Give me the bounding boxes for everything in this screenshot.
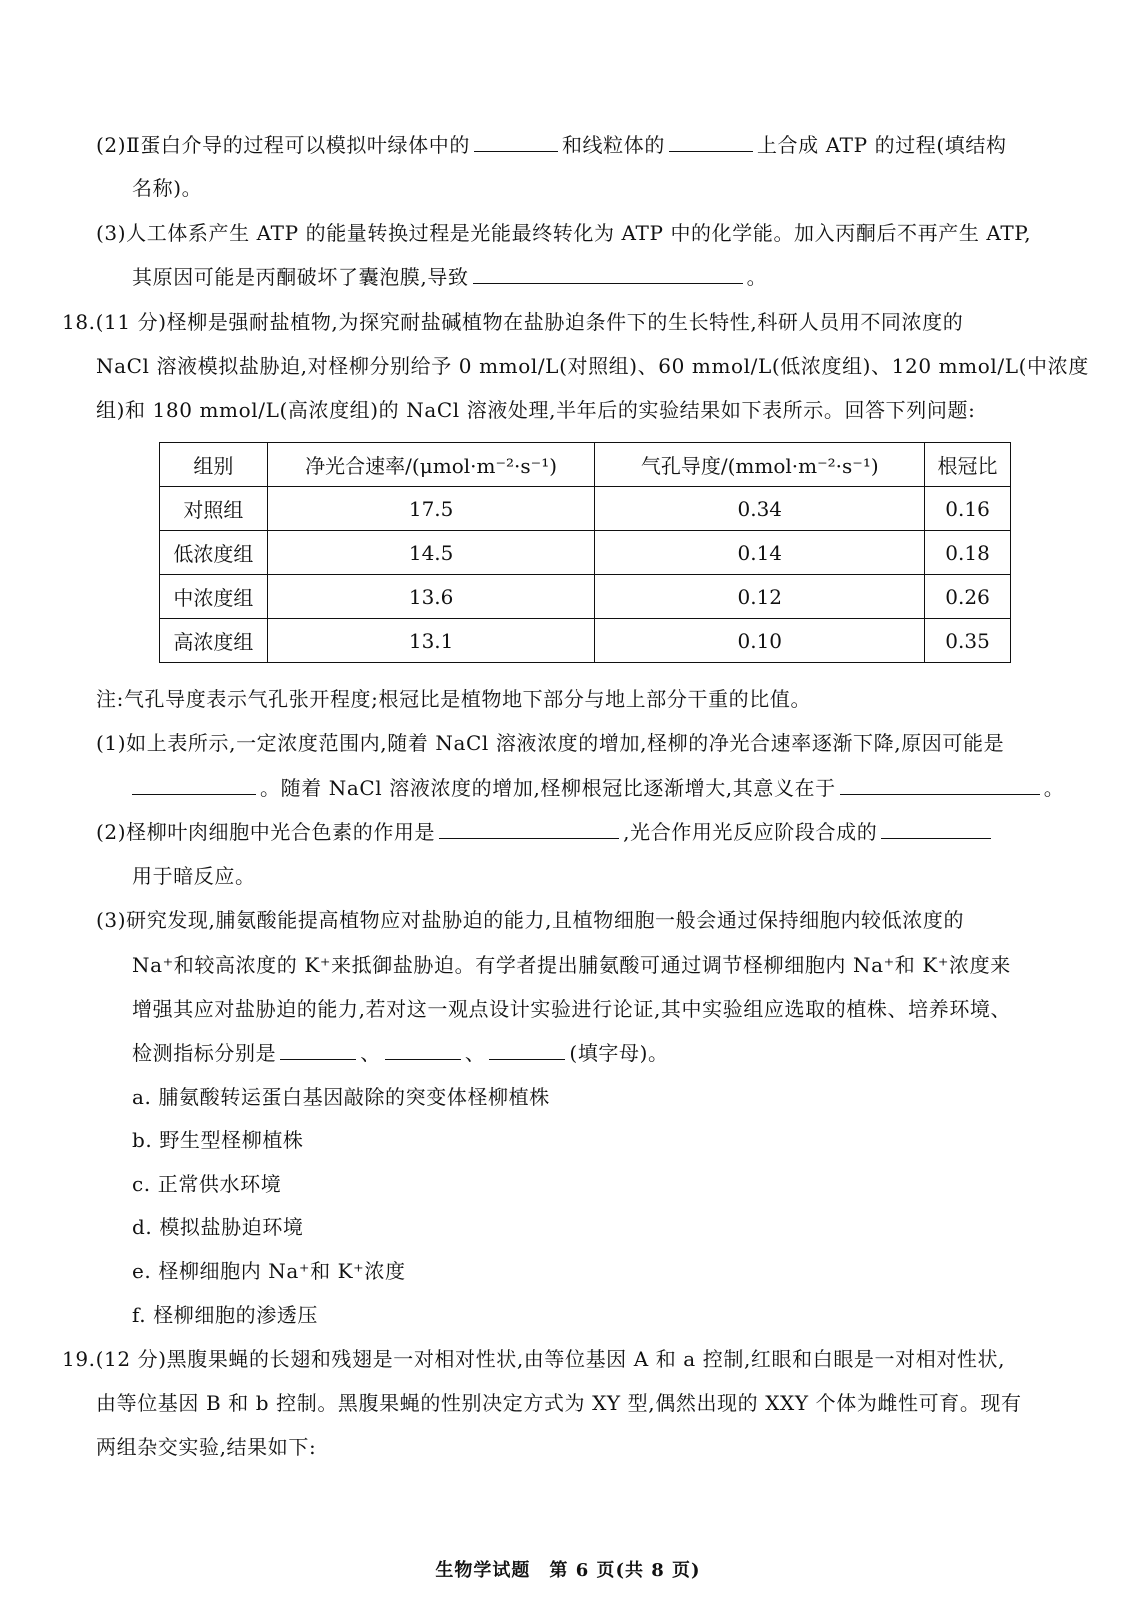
q17-sub2-line2: 名称)。 — [132, 176, 203, 200]
q19-line3: 两组杂交实验,结果如下: — [96, 1435, 317, 1459]
table-header-cell: 净光合速率/(μmol·m⁻²·s⁻¹) — [267, 443, 595, 487]
q17-sub2-text-a: (2)Ⅱ蛋白介导的过程可以模拟叶绿体中的 — [96, 133, 470, 157]
table-cell: 高浓度组 — [160, 619, 268, 663]
answer-blank[interactable] — [669, 133, 753, 152]
table-header-cell: 组别 — [160, 443, 268, 487]
q17-sub3-line1: (3)人工体系产生 ATP 的能量转换过程是光能最终转化为 ATP 中的化学能。加入丙酮后不再产生 ATP, — [96, 221, 1032, 245]
q18-sub3-text-e: (填字母)。 — [569, 1041, 669, 1065]
table-cell: 0.12 — [595, 575, 925, 619]
table-row — [160, 575, 1011, 619]
table-cell: 0.35 — [925, 619, 1011, 663]
q18-intro-line2: NaCl 溶液模拟盐胁迫,对柽柳分别给予 0 mmol/L(对照组)、60 mmol/L(低浓度组)、120 mmol/L(中浓度 — [96, 354, 1089, 378]
q17-sub2-text-c: 上合成 ATP 的过程(填结构 — [756, 133, 1007, 157]
q19-line2: 由等位基因 B 和 b 控制。黑腹果蝇的性别决定方式为 XY 型,偶然出现的 XXY 个体为雌性可育。现有 — [96, 1391, 1022, 1415]
q18-sub3-line1: (3)研究发现,脯氨酸能提高植物应对盐胁迫的能力,且植物细胞一般会通过保持细胞内较低浓度的 — [96, 908, 965, 932]
table-cell: 0.14 — [595, 531, 925, 575]
table-cell: 14.5 — [267, 531, 595, 575]
q17-sub2-line1 — [96, 130, 1007, 160]
table-header-row — [160, 443, 1011, 487]
q18-sub1-line1: (1)如上表所示,一定浓度范围内,随着 NaCl 溶液浓度的增加,柽柳的净光合速率逐渐下降,原因可能是 — [96, 731, 1005, 755]
q18-sub1-line2 — [132, 773, 1064, 803]
q18-intro-line3: 组)和 180 mmol/L(高浓度组)的 NaCl 溶液处理,半年后的实验结果如下表所示。回答下列问题: — [96, 398, 976, 422]
answer-blank[interactable] — [473, 265, 743, 284]
q18-sub1-text-c: 。 — [1043, 776, 1065, 800]
answer-blank[interactable] — [132, 776, 256, 795]
answer-blank[interactable] — [439, 820, 619, 839]
answer-blank[interactable] — [385, 1041, 461, 1060]
q18-sub2-text-a: (2)柽柳叶肉细胞中光合色素的作用是 — [96, 820, 436, 844]
table-cell: 对照组 — [160, 487, 268, 531]
option-d: d. 模拟盐胁迫环境 — [132, 1215, 304, 1239]
option-e: e. 柽柳细胞内 Na⁺和 K⁺浓度 — [132, 1259, 406, 1283]
answer-blank[interactable] — [489, 1041, 565, 1060]
answer-blank[interactable] — [881, 820, 991, 839]
separator: 、 — [360, 1041, 381, 1065]
table-cell: 0.16 — [925, 487, 1011, 531]
option-a: a. 脯氨酸转运蛋白基因敲除的突变体柽柳植株 — [132, 1085, 550, 1109]
q18-sub2-line2: 用于暗反应。 — [132, 864, 256, 888]
table-note: 注:气孔导度表示气孔张开程度;根冠比是植物地下部分与地上部分干重的比值。 — [96, 687, 812, 711]
table-cell: 13.6 — [267, 575, 595, 619]
q17-sub3-text-b: 。 — [746, 265, 768, 289]
q18-sub3-text-d: 检测指标分别是 — [132, 1041, 277, 1065]
separator: 、 — [464, 1041, 486, 1065]
q18-sub3-line4 — [132, 1038, 669, 1068]
option-f: f. 柽柳细胞的渗透压 — [132, 1303, 319, 1327]
q19-line1: 19.(12 分)黑腹果蝇的长翅和残翅是一对相对性状,由等位基因 A 和 a 控制,红眼和白眼是一对相对性状, — [62, 1347, 1006, 1371]
q17-sub3-text-a: 其原因可能是丙酮破坏了囊泡膜,导致 — [132, 265, 469, 289]
table-header-cell: 气孔导度/(mmol·m⁻²·s⁻¹) — [595, 443, 925, 487]
table-cell: 中浓度组 — [160, 575, 268, 619]
q18-sub2-text-b: ,光合作用光反应阶段合成的 — [623, 820, 878, 844]
page-footer: 生物学试题 第 6 页(共 8 页) — [435, 1560, 701, 1581]
table-cell: 0.18 — [925, 531, 1011, 575]
answer-blank[interactable] — [840, 776, 1040, 795]
results-table — [159, 442, 1011, 663]
q18-sub3-line3: 增强其应对盐胁迫的能力,若对这一观点设计实验进行论证,其中实验组应选取的植株、培养环境、 — [132, 997, 1012, 1021]
table-row — [160, 487, 1011, 531]
q17-sub3-line2 — [132, 262, 767, 292]
table-cell: 低浓度组 — [160, 531, 268, 575]
table-cell: 13.1 — [267, 619, 595, 663]
table-row — [160, 531, 1011, 575]
option-c: c. 正常供水环境 — [132, 1172, 282, 1196]
table-cell: 0.10 — [595, 619, 925, 663]
option-b: b. 野生型柽柳植株 — [132, 1128, 304, 1152]
q18-sub3-line2: Na⁺和较高浓度的 K⁺来抵御盐胁迫。有学者提出脯氨酸可通过调节柽柳细胞内 Na⁺和 K⁺浓度来 — [132, 953, 1011, 977]
answer-blank[interactable] — [474, 133, 558, 152]
table-header-cell: 根冠比 — [925, 443, 1011, 487]
q18-intro-line1: 18.(11 分)柽柳是强耐盐植物,为探究耐盐碱植物在盐胁迫条件下的生长特性,科研人员用不同浓度的 — [62, 310, 964, 334]
table-cell: 0.26 — [925, 575, 1011, 619]
q17-sub2-text-b: 和线粒体的 — [561, 133, 665, 157]
table-cell: 0.34 — [595, 487, 925, 531]
table-row — [160, 619, 1011, 663]
table-cell: 17.5 — [267, 487, 595, 531]
q18-sub2-line1 — [96, 817, 995, 847]
answer-blank[interactable] — [280, 1041, 356, 1060]
q18-sub1-text-b: 。随着 NaCl 溶液浓度的增加,柽柳根冠比逐渐增大,其意义在于 — [260, 776, 836, 800]
